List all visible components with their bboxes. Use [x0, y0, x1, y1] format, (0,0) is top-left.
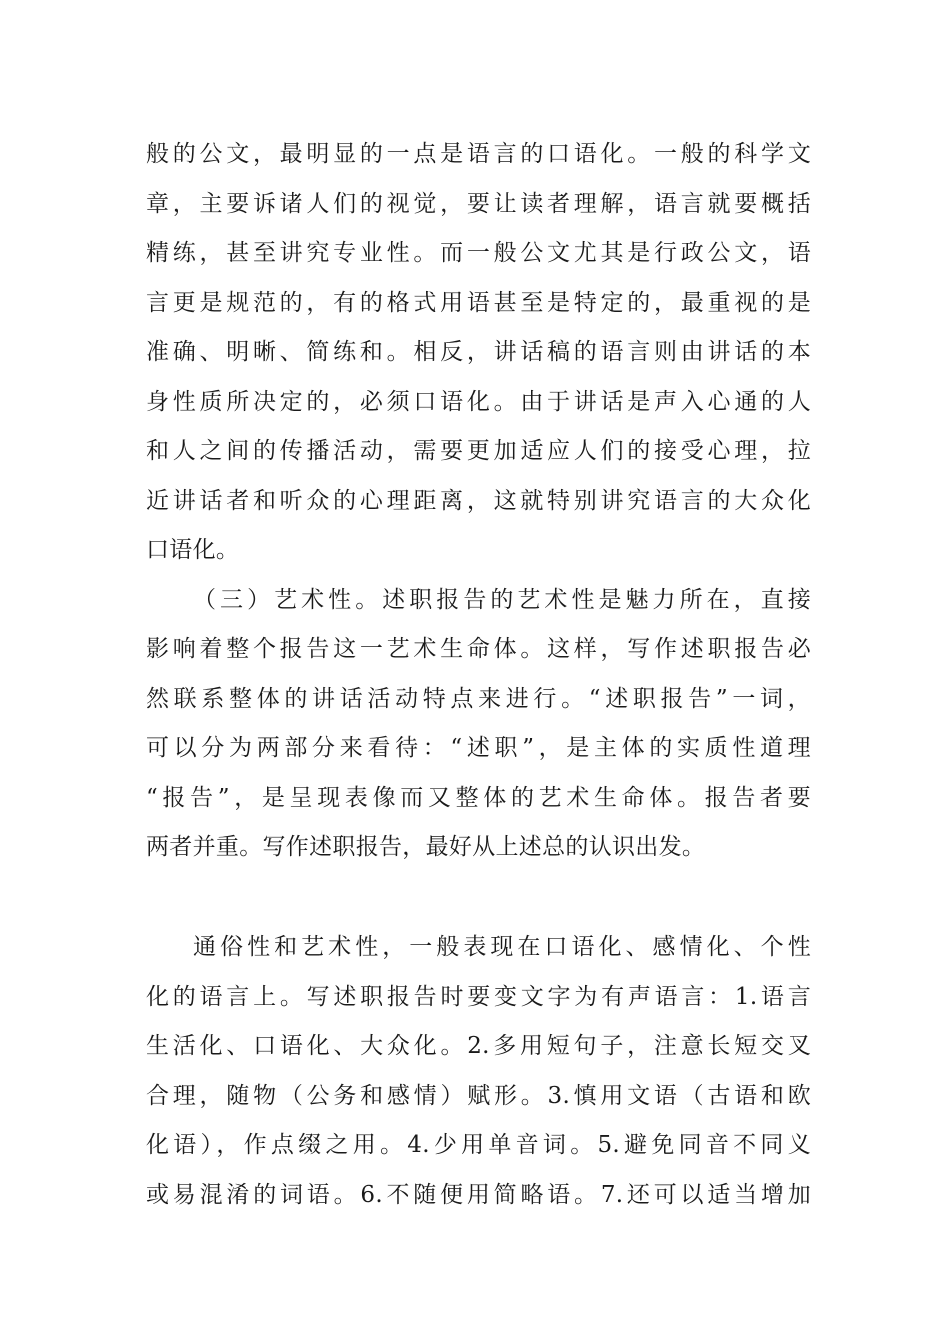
text-line: 精练，甚至讲究专业性。而一般公文尤其是行政公文，语	[146, 240, 811, 266]
text-line: 然联系整体的讲话活动特点来进行。“述职报告”一词，	[146, 686, 811, 712]
text-line: 和人之间的传播活动，需要更加适应人们的接受心理，拉	[146, 438, 811, 464]
text-line: 化语），作点缀之用。4.少用单音词。5.避免同音不同义	[146, 1132, 811, 1158]
text-line: 章，主要诉诸人们的视觉，要让读者理解，语言就要概括	[146, 191, 811, 217]
text-line: 口语化。	[146, 537, 240, 563]
text-line: 近讲话者和听众的心理距离，这就特别讲究语言的大众化	[146, 488, 811, 514]
text-line: “报告”，是呈现表像而又整体的艺术生命体。报告者要	[146, 785, 811, 811]
text-line: 准确、明晰、简练和。相反，讲话稿的语言则由讲话的本	[146, 339, 811, 365]
text-line: 影响着整个报告这一艺术生命体。这样，写作述职报告必	[146, 636, 811, 662]
text-line: 言更是规范的，有的格式用语甚至是特定的，最重视的是	[146, 290, 811, 316]
text-line: 两者并重。写作述职报告，最好从上述总的认识出发。	[146, 834, 706, 860]
text-line: 般的公文，最明显的一点是语言的口语化。一般的科学文	[146, 141, 811, 167]
text-line: 通俗性和艺术性，一般表现在口语化、感情化、个性	[193, 934, 811, 960]
text-line: 化的语言上。写述职报告时要变文字为有声语言：1.语言	[146, 984, 811, 1010]
text-line: 合理，随物（公务和感情）赋形。3.慎用文语（古语和欧	[146, 1083, 811, 1109]
text-line: 或易混淆的词语。6.不随便用简略语。7.还可以适当增加	[146, 1182, 811, 1208]
text-line: 生活化、口语化、大众化。2.多用短句子，注意长短交叉	[146, 1033, 811, 1059]
text-line: （三）艺术性。述职报告的艺术性是魅力所在，直接	[193, 587, 811, 613]
text-line: 可以分为两部分来看待：“述职”，是主体的实质性道理	[146, 735, 811, 761]
text-line: 身性质所决定的，必须口语化。由于讲话是声入心通的人	[146, 389, 811, 415]
